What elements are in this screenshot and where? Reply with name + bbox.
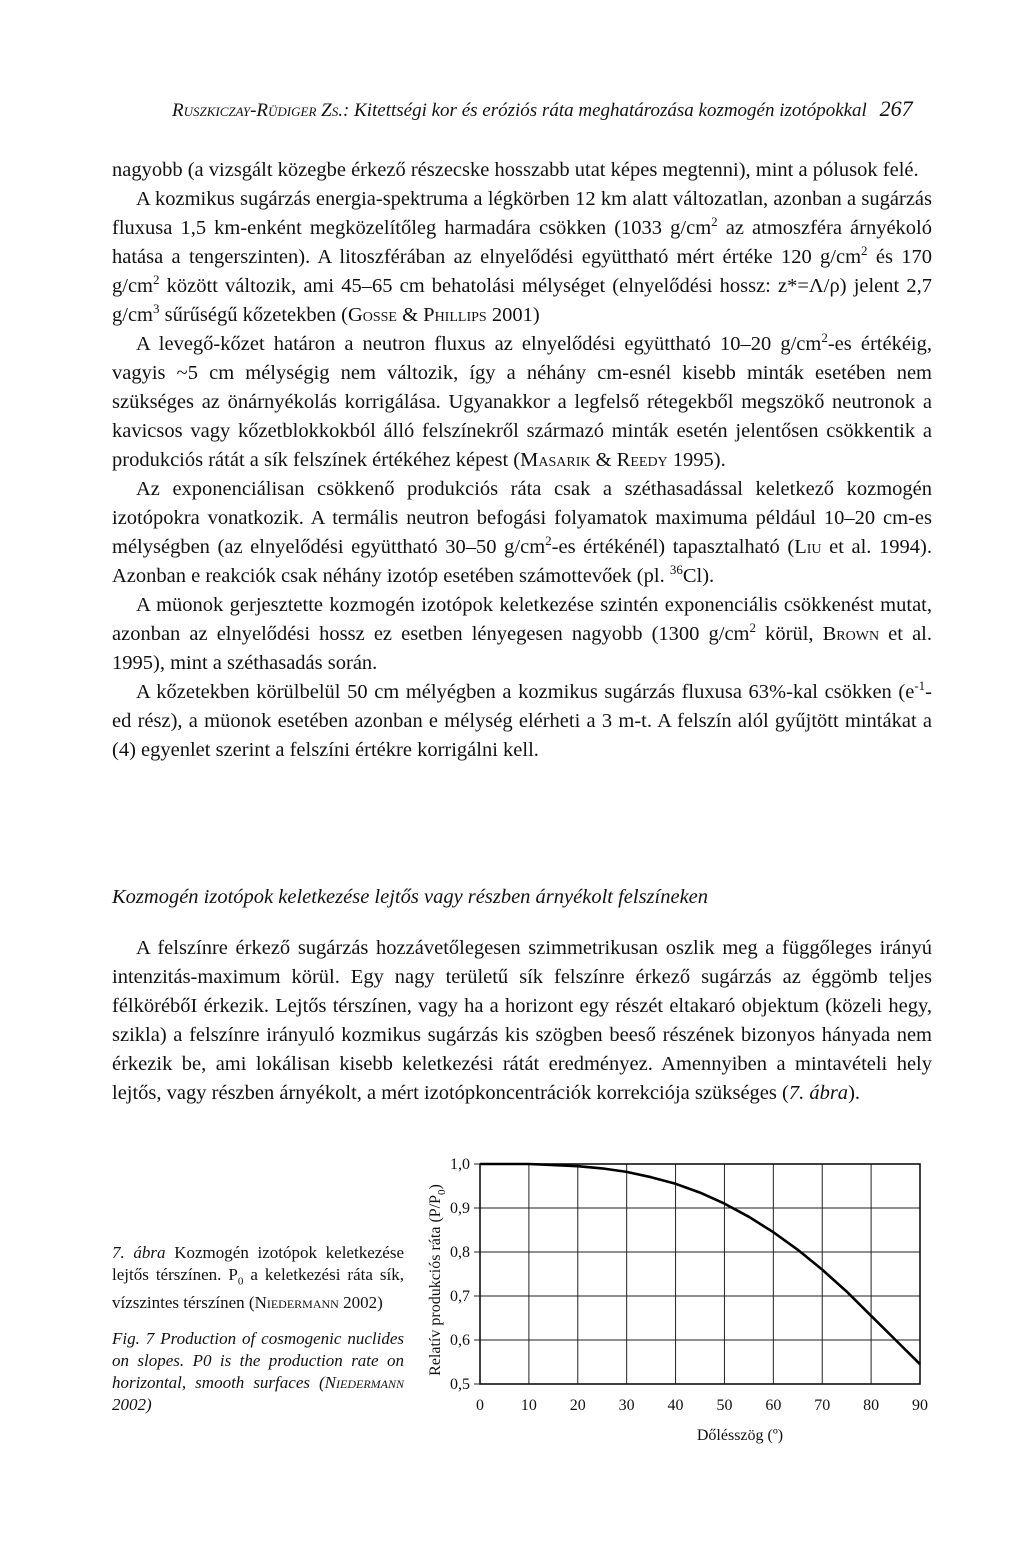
plot-frame (480, 1164, 920, 1384)
header-author: Ruszkiczay-Rüdiger Zs. (172, 100, 343, 121)
citation: Gosse & Phillips (347, 304, 487, 326)
running-header: Ruszkiczay-Rüdiger Zs.: Kitettségi kor és eróziós ráta meghatározása kozmogén izotópokkal 267 (172, 96, 913, 121)
body-text-upper (112, 156, 932, 765)
x-tick-label: 70 (814, 1397, 831, 1414)
figure-reference: 7. ábra (788, 1082, 849, 1104)
x-tick-label: 90 (912, 1397, 928, 1414)
x-tick-label: 0 (476, 1397, 484, 1414)
x-tick-label: 80 (863, 1397, 880, 1414)
figure-caption (112, 1242, 404, 1430)
y-tick-label: 0,6 (450, 1332, 470, 1349)
citation: Masarik & Reedy (520, 449, 668, 471)
paragraph: A kozmikus sugárzás energia-spektruma a légkörben 12 km alatt változatlan, azonban a sugárzás fluxusa 1,5 km-enként megközelítőleg harmadára csökken (1033 $g/cm^2$ az atmoszféra árnyékoló hatása a tengerszinten). A litoszférában az elnyelődési együttható mért értéke 120 $g/cm^2$ és 170 $g/cm^2$ között változik, ami 45–65 cm behatolási mélységet (elnyelődési hossz: z*=Λ/ρ) jelent 2,7 $g/cm^3$ sűrűségű kőzetekben (Gosse & Phillips 2001) (112, 188, 932, 326)
paragraph: A felszínre érkező sugárzás hozzávetőlegesen szimmetrikusan oszlik meg a függőleges irányú intenzitás-maximum körül. Egy nagy területű sík felszínre érkező sugárzás az éggömb teljes félkörébőI érkezik. Lejtős térszínen, vagy ha a horizont egy részét eltakaró objektum (közeli hegy, szikla) a felszínre irányuló kozmikus sugárzás kis szögben beeső részének bizonyos hányada nem érkezik be, ami lokálisan kisebb keletkezési rátát eredményez. Amennyiben a mintavételi hely lejtős, vagy részben árnyékolt, a mért izotópkoncentrációk korrekciója szükséges (7. ábra). (112, 937, 932, 1104)
x-tick-label: 10 (520, 1397, 537, 1414)
x-tick-label: 60 (765, 1397, 782, 1414)
paragraph: A müonok gerjesztette kozmogén izotópok keletkezése szintén exponenciális csökkenést mutat, azonban az elnyelődési hossz ez esetben lényegesen nagyobb (1300 $g/cm^2$ körül, Brown et al. 1995), mint a széthasadás során. (112, 594, 933, 674)
x-tick-label: 20 (569, 1397, 586, 1414)
chart-svg (416, 1152, 956, 1482)
paragraph: A kőzetekben körülbelül 50 cm mélyégben a kozmikus sugárzás fluxusa 63%-kal csökken ($e^{-1}-ed$ rész), a müonok esetében azonban e mélység elérheti a 3 m-t. A felszín alól gyűjtött mintákat a (4) egyenlet szerint a felszíni értékre korrigálni kell. (112, 678, 932, 761)
x-axis-label: Dőlésszög (º) (696, 1427, 784, 1444)
paragraph: A levegő-kőzet határon a neutron fluxus az elnyelődési együttható 10–20 $g/cm^2-es$ értékéig, vagyis ~5 cm mélységig nem változik, így a néhány cm-esnél kisebb minták esetében nem szükséges az önárnyékolás korrigálása. Ugyanakkor a legfelső rétegekből megszökő neutronok a kavicsos vagy kőzetblokkokból álló felszínekről származó minták esetén jelentősen csökkentik a produkciós rátát a sík felszínek értékéhez képest (Masarik & Reedy 1995). (112, 330, 933, 471)
header-title: Kitettségi kor és eróziós ráta meghatározása kozmogén izotópokkal (354, 100, 867, 121)
citation: Brown (822, 623, 880, 645)
caption-english: Fig. 7 Production of cosmogenic nuclides on slopes. P0 is the production rate on horizontal, smooth surfaces (Niedermann 2002) (112, 1329, 404, 1415)
x-tick-label: 30 (618, 1397, 635, 1414)
section-heading: Kozmogén izotópok keletkezése lejtős vagy részben árnyékolt felszíneken (112, 886, 709, 908)
page-number: 267 (879, 96, 913, 121)
y-tick-label: 0,9 (450, 1200, 470, 1217)
y-tick-label: 1,0 (450, 1156, 470, 1173)
y-tick-label: 0,8 (450, 1244, 470, 1261)
body-text-lower (112, 934, 932, 1108)
citation: Liu (794, 536, 822, 558)
figure-7-chart (416, 1152, 956, 1482)
x-tick-label: 40 (667, 1397, 684, 1414)
paragraph: nagyobb (a vizsgált közegbe érkező részecske hosszabb utat képes megtenni), mint a pólusok felé. (112, 159, 919, 181)
x-tick-label: 50 (716, 1397, 733, 1414)
caption-hungarian: 7. ábra Kozmogén izotópok keletkezése lejtős térszínen. $P_0$ a keletkezési ráta sík, vízszintes térszínen (Niedermann 2002) (112, 1243, 404, 1313)
paragraph: Az exponenciálisan csökkenő produkciós ráta csak a széthasadással keletkező kozmogén izotópokra vonatkozik. A termális neutron befogási folyamatok maximuma például 10–20 cm-es mélységben (az elnyelődési együttható 30–50 $g/cm^2-es$ értékénél) tapasztalható (Liu et al. 1994). Azonban e reakciók csak néhány izotóp esetében számottevőek (pl. $^{36}$Cl). (112, 478, 932, 587)
y-tick-label: 0,5 (450, 1376, 470, 1393)
y-tick-label: 0,7 (450, 1288, 470, 1305)
y-axis-label: Relatív produkciós ráta $(P/P_0)$ (427, 1184, 448, 1376)
series-line-p-p0 (480, 1164, 920, 1364)
